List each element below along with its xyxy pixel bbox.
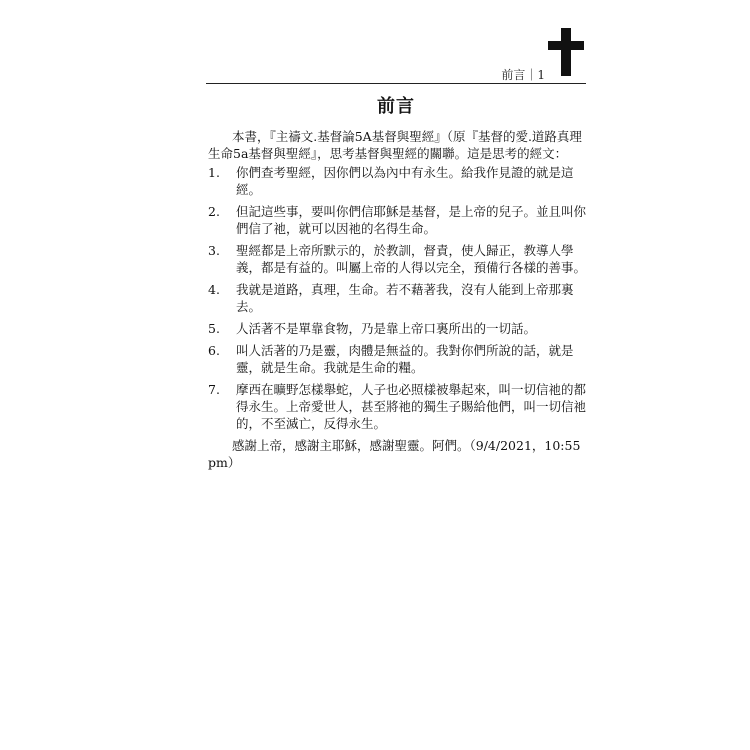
- item-text: 你們查考聖經，因你們以為內中有永生。給我作見證的就是這經。: [236, 165, 574, 197]
- intro-paragraph: 本書，『主禱文.基督論5A基督與聖經』（原『基督的愛.道路真理生命5a基督與聖經』，思考基督與聖經的關聯。這是思考的經文：: [208, 129, 582, 161]
- list-item: [208, 320, 586, 337]
- item-number: 6.: [208, 343, 220, 358]
- running-head: 前言｜1: [501, 68, 545, 82]
- page-body: [208, 128, 586, 471]
- list-item: [208, 281, 586, 315]
- item-text: 摩西在曠野怎樣舉蛇，人子也必照樣被舉起來，叫一切信祂的都得永生。上帝愛世人，甚至將祂的獨生子賜給他們，叫一切信祂的，不至滅亡，反得永生。: [236, 382, 587, 431]
- item-text: 聖經都是上帝所默示的，於教訓，督責，使人歸正，教導人學義，都是有益的。叫屬上帝的人得以完全，預備行各樣的善事。: [236, 243, 587, 275]
- item-text: 人活著不是單靠食物，乃是靠上帝口裏所出的一切話。: [236, 321, 537, 336]
- page-title: 前言: [377, 96, 415, 117]
- item-text: 但記這些事，要叫你們信耶穌是基督，是上帝的兒子。並且叫你們信了祂，就可以因祂的名得生命。: [236, 204, 587, 236]
- closing-paragraph: 感謝上帝，感謝主耶穌，感謝聖靈。阿們。（9/4/2021，10:55 pm）: [208, 438, 581, 470]
- item-number: 3.: [208, 243, 220, 258]
- list-item: [208, 203, 586, 237]
- item-number: 4.: [208, 282, 220, 297]
- item-number: 5.: [208, 321, 220, 336]
- list-item: [208, 242, 586, 276]
- list-item: [208, 342, 586, 376]
- header-rule: [206, 83, 586, 84]
- list-item: [208, 381, 586, 432]
- scripture-list: [208, 164, 586, 432]
- item-text: 叫人活著的乃是靈，肉體是無益的。我對你們所說的話，就是靈，就是生命。我就是生命的糧。: [236, 343, 574, 375]
- item-text: 我就是道路，真理，生命。若不藉著我，沒有人能到上帝那裏去。: [236, 282, 574, 314]
- item-number: 1.: [208, 165, 220, 180]
- item-number: 7.: [208, 382, 220, 397]
- cross-icon: [548, 28, 584, 76]
- list-item: [208, 164, 586, 198]
- item-number: 2.: [208, 204, 220, 219]
